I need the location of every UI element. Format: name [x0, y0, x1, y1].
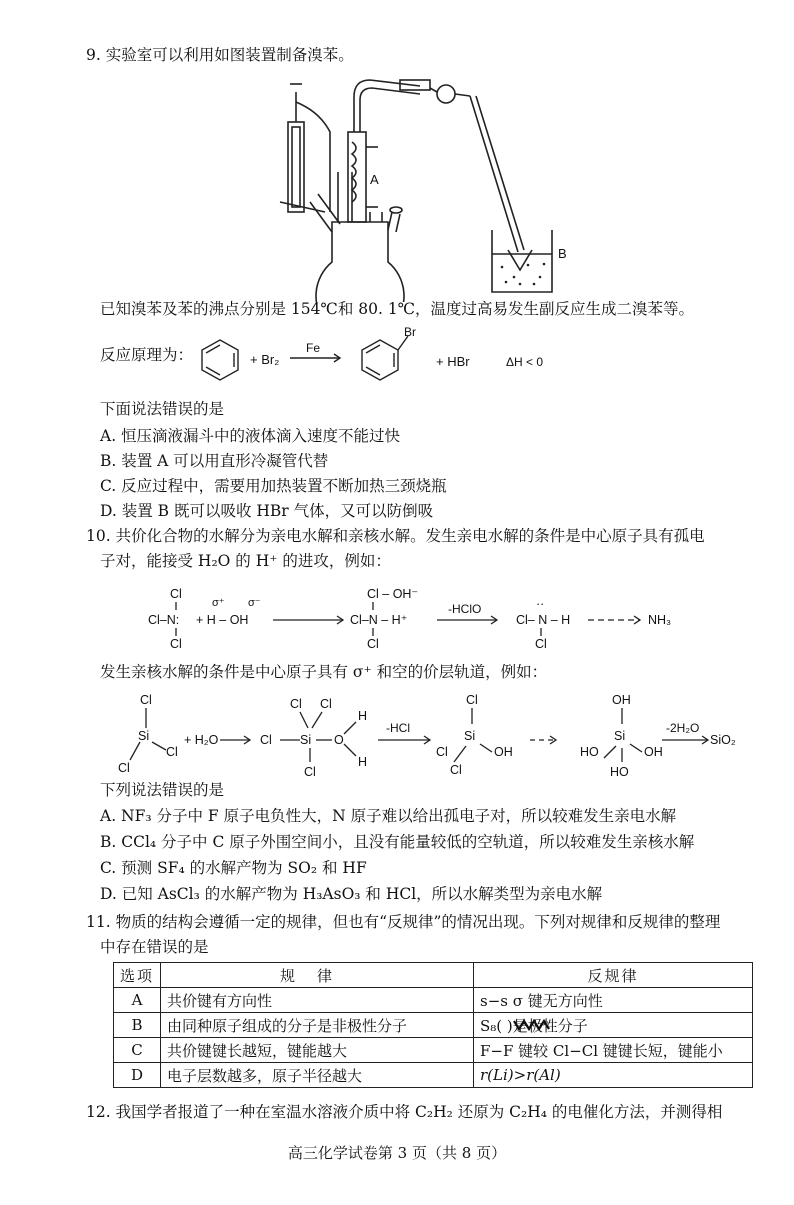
s2-p2-ho-left: HO [580, 745, 599, 759]
row-rule: 由同种原子组成的分子是非极性分子 [161, 1013, 474, 1038]
s1-product: Cl– N – H [516, 613, 571, 627]
s2-cl-bottom: Cl [118, 761, 130, 775]
s2-int-h2: H [358, 755, 368, 769]
q10-stem-line2: 子对，能接受 H₂O 的 H⁺ 的进攻，例如： [100, 552, 391, 570]
table-row [114, 988, 753, 1013]
s1-ncl3: Cl–N: [148, 613, 180, 627]
page-footer: 高三化学试卷第 3 页（共 8 页） [287, 1144, 507, 1162]
q12-stem: 12. 我国学者报道了一种在室温水溶液介质中将 C₂H₂ 还原为 C₂H₄ 的电催化方法，并测得相 [86, 1103, 723, 1121]
s1-minus-hclo: -HClO [448, 602, 482, 616]
col-anti-rule-header: 反规律 [474, 963, 753, 988]
row-anti-rule: s−s σ 键无方向性 [474, 988, 753, 1013]
q9-stem: 9. 实验室可以利用如图装置制备溴苯。 [86, 46, 354, 64]
q10-option-b[interactable]: B. CCl₄ 分子中 C 原子外围空间小，且没有能量较低的空轨道，所以较难发生亲核水解 [100, 833, 695, 851]
s2-int-o: O [334, 733, 344, 747]
s8-crown-icon [512, 1018, 554, 1032]
row-option: D [114, 1063, 161, 1088]
s2-int-cl-a: Cl [290, 697, 302, 711]
rxn-br-substituent: Br [404, 326, 416, 339]
s8-text: S₈( )是极性分子 [480, 1016, 588, 1035]
s1-sigma-minus: σ⁻ [248, 597, 261, 609]
q11-rules-table [113, 962, 753, 1088]
row-rule: 共价键有方向性 [161, 988, 474, 1013]
s2-p2-oh-top: OH [612, 693, 631, 707]
s2-minus-hcl: -HCl [386, 721, 410, 735]
table-header-row [114, 963, 753, 988]
q9-option-c[interactable]: C. 反应过程中，需要用加热装置不断加热三颈烧瓶 [100, 477, 447, 495]
s1-sigma-plus: σ⁺ [212, 597, 225, 609]
q11-stem-line2: 中存在错误的是 [100, 938, 209, 956]
q9-option-b[interactable]: B. 装置 A 可以用直形冷凝管代替 [100, 452, 329, 470]
table-row [114, 1013, 753, 1038]
q9-prompt: 下面说法错误的是 [100, 400, 225, 418]
q10-nucleophilic-hydrolysis-scheme [110, 690, 750, 782]
s2-p1-cl-bottom: Cl [450, 763, 462, 777]
row-option: C [114, 1038, 161, 1063]
q10-option-c[interactable]: C. 预测 SF₄ 的水解产物为 SO₂ 和 HF [100, 859, 367, 877]
s2-sio2: SiO₂ [710, 733, 736, 747]
s2-int-cl-c: Cl [304, 765, 316, 779]
q9-reaction-scheme [190, 326, 570, 396]
table-row [114, 1063, 753, 1088]
row-option: B [114, 1013, 161, 1038]
q11-stem-line1: 11. 物质的结构会遵循一定的规律，但也有“反规律”的情况出现。下列对规律和反规律的整理 [86, 913, 721, 931]
s2-si: Si [138, 729, 150, 743]
q9-principle-label: 反应原理为： [100, 346, 194, 364]
s1-product-cl: Cl [535, 637, 547, 651]
row-rule: 电子层数越多，原子半径越大 [161, 1063, 474, 1088]
row-anti-rule: r(Li)>r(Al) [474, 1063, 753, 1088]
rxn-br2: + Br₂ [250, 352, 280, 367]
s2-p2-ho-bottom: HO [610, 765, 629, 779]
label-b: B [558, 246, 567, 261]
s2-p1-cl-left: Cl [436, 745, 448, 759]
s2-int-cl-left: Cl [260, 733, 272, 747]
q10-mid-text: 发生亲核水解的条件是中心原子具有 σ⁺ 和空的价层轨道，例如： [100, 663, 548, 681]
s1-cl-top: Cl [170, 587, 182, 601]
s2-plus-h2o: + H₂O [184, 733, 219, 747]
table-row [114, 1038, 753, 1063]
q10-stem-line1: 10. 共价化合物的水解分为亲电水解和亲核水解。发生亲电水解的条件是中心原子具有孤电 [86, 527, 705, 545]
rxn-fe-catalyst: Fe [306, 341, 321, 355]
q9-option-a[interactable]: A. 恒压滴液漏斗中的液体滴入速度不能过快 [100, 427, 401, 445]
s2-int-h1: H [358, 709, 368, 723]
s1-lone-pair: ·· [536, 597, 545, 611]
s1-int-cl-bottom: Cl [367, 637, 379, 651]
s2-p2-si: Si [614, 729, 626, 743]
s1-nh3: NH₃ [648, 613, 672, 627]
q9-known-info: 已知溴苯及苯的沸点分别是 154℃和 80. 1℃，温度过高易发生副反应生成二溴苯等。 [100, 300, 695, 318]
q10-electrophilic-hydrolysis-scheme [130, 580, 690, 662]
q10-prompt: 下列说法错误的是 [100, 781, 225, 799]
bromobenzene-apparatus-figure [270, 72, 590, 302]
s2-p2-oh-right: OH [644, 745, 663, 759]
s2-minus-2h2o: -2H₂O [666, 721, 700, 735]
rxn-hbr: + HBr [436, 354, 470, 369]
s2-p1-si: Si [464, 729, 476, 743]
s2-p1-cl-top: Cl [466, 693, 478, 707]
s2-cl-top: Cl [140, 693, 152, 707]
q9-option-d[interactable]: D. 装置 B 既可以吸收 HBr 气体，又可以防倒吸 [100, 502, 434, 520]
s1-intermediate: Cl–N – H⁺ [350, 613, 408, 627]
benzene-ring-icon [202, 340, 238, 380]
s2-int-si: Si [300, 733, 312, 747]
s1-water: + H – OH [196, 613, 249, 627]
s1-cl-oh: Cl – OH⁻ [367, 587, 419, 601]
s2-int-cl-b: Cl [320, 697, 332, 711]
s2-p1-oh: OH [494, 745, 513, 759]
bromobenzene-ring-icon [362, 340, 398, 380]
row-anti-rule [474, 1013, 753, 1038]
row-anti-rule: F−F 键较 Cl−Cl 键键长短，键能小 [474, 1038, 753, 1063]
col-rule-header: 规律 [161, 963, 474, 988]
s2-cl-right: Cl [166, 745, 178, 759]
s1-cl-bottom: Cl [170, 637, 182, 651]
label-a: A [370, 172, 379, 187]
row-rule: 共价键键长越短，键能越大 [161, 1038, 474, 1063]
row-option: A [114, 988, 161, 1013]
q10-option-d[interactable]: D. 已知 AsCl₃ 的水解产物为 H₃AsO₃ 和 HCl，所以水解类型为亲电水解 [100, 885, 603, 903]
q10-option-a[interactable]: A. NF₃ 分子中 F 原子电负性大，N 原子难以给出孤电子对，所以较难发生亲电水解 [100, 807, 677, 825]
rxn-delta-h: ΔH < 0 [506, 355, 544, 369]
col-option-header: 选项 [114, 963, 161, 988]
